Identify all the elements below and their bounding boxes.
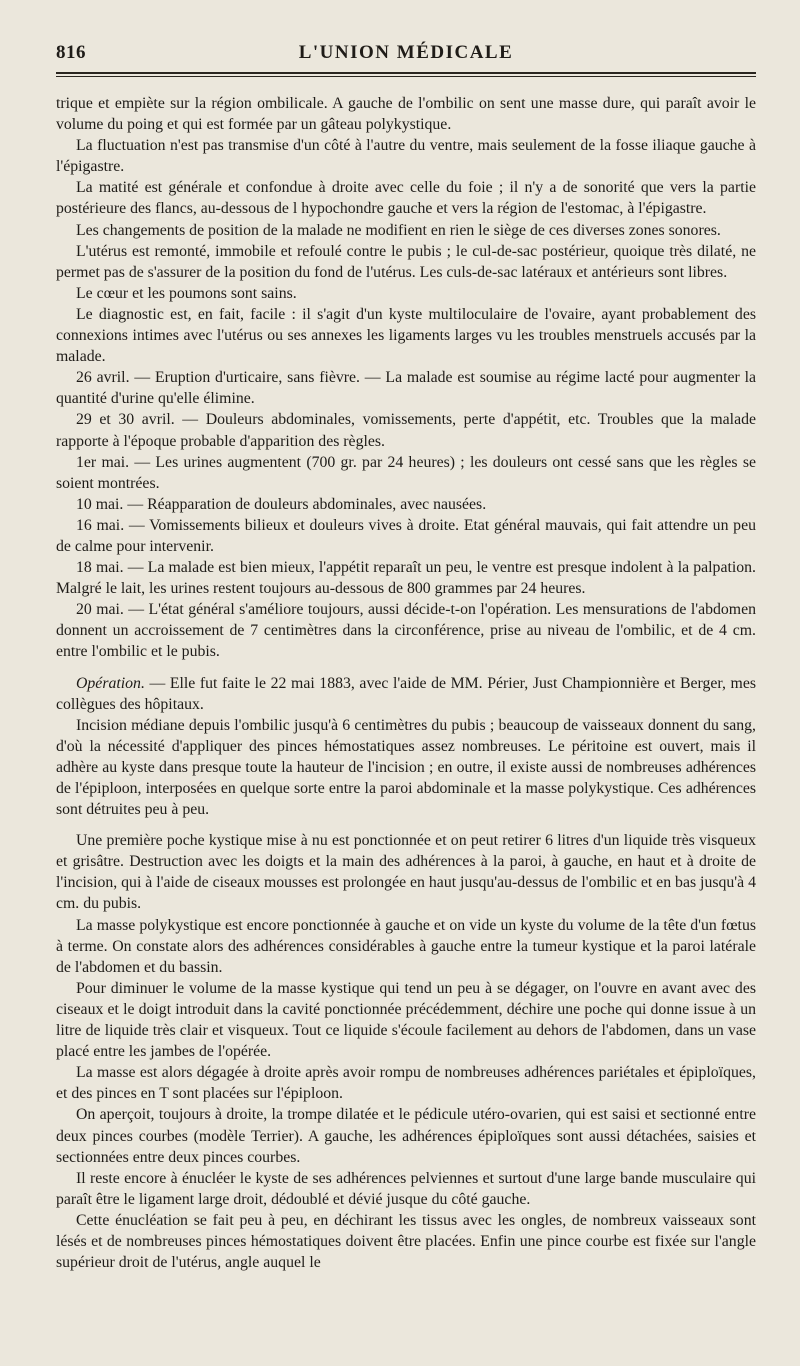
paragraph: 20 mai. — L'état général s'améliore toujours, aussi décide-t-on l'opération. Les mensurations de l'abdomen donnent un accroissement de 7 centimètres dans la circonférence, prise au niveau de l'ombilic, et de 4 cm. entre l'ombilic et le pubis.: [56, 601, 756, 661]
paragraph: Les changements de position de la malade ne modifient en rien le siège de ces diverses zones sonores.: [76, 221, 721, 239]
paragraph: 16 mai. — Vomissements bilieux et douleurs vives à droite. Etat général mauvais, qui fait attendre un peu de calme pour intervenir.: [56, 516, 756, 555]
paragraph: 10 mai. — Réapparation de douleurs abdominales, avec nausées.: [76, 495, 487, 513]
paragraph: L'utérus est remonté, immobile et refoulé contre le pubis ; le cul-de-sac postérieur, quoique très dilaté, ne permet pas de s'assurer de la position du fond de l'utérus. Les culs-de-sac latéraux et antérieurs sont libres.: [56, 242, 756, 281]
paragraph: Il reste encore à énucléer le kyste de ses adhérences pelviennes et surtout d'une large bande musculaire qui paraît être le ligament large droit, dédoublé et dévié jusque du côté gauche.: [56, 1169, 756, 1208]
paragraph: Une première poche kystique mise à nu est ponctionnée et on peut retirer 6 litres d'un liquide très visqueux et grisâtre. Destruction avec les doigts et la main des adhérences à la paroi, à gauche, en haut et à droite de l'incision, qui à l'aide de ciseaux mousses est prolongée en haut jusqu'au-dessus de l'ombilic et en bas jusqu'à 4 cm. du pubis.: [56, 832, 756, 913]
paragraph: trique et empiète sur la région ombilicale. A gauche de l'ombilic on sent une masse dure, qui paraît avoir le volume du poing et qui est formée par un gâteau polykystique.: [56, 95, 756, 134]
paragraph: 1er mai. — Les urines augmentent (700 gr. par 24 heures) ; les douleurs ont cessé sans que les règles se soient montrées.: [56, 453, 756, 492]
paragraph: On aperçoit, toujours à droite, la trompe dilatée et le pédicule utéro-ovarien, qui est saisi et sectionné entre deux pinces courbes (modèle Terrier). A gauche, les adhérences épiploïques sont aussi détachées, saisies et sectionnées entre deux pinces courbes.: [56, 1106, 756, 1166]
article-body: [56, 93, 756, 1273]
paragraph: 29 et 30 avril. — Douleurs abdominales, vomissements, perte d'appétit, etc. Troubles que la malade rapporte à l'époque probable d'apparition des règles.: [56, 411, 756, 450]
paragraph: La fluctuation n'est pas transmise d'un côté à l'autre du ventre, mais seulement de la fosse iliaque gauche à l'épigastre.: [56, 137, 756, 176]
paragraph: Le diagnostic est, en fait, facile : il s'agit d'un kyste multiloculaire de l'ovaire, ayant probablement des connexions intimes avec l'utérus ou ses annexes les ligaments larges vu les troubles menstruels accusés par la malade.: [56, 305, 756, 366]
header-rule-thin: [56, 76, 756, 77]
page-number: 816: [56, 42, 86, 63]
paragraph: 18 mai. — La malade est bien mieux, l'appétit reparaît un peu, le ventre est presque indolent à la palpation. Malgré le lait, les urines restent toujours au-dessous de 800 grammes par 24 heures.: [56, 559, 756, 598]
paragraph: La matité est générale et confondue à droite avec celle du foie ; il n'y a de sonorité que vers la partie postérieure des flancs, au-dessous de l hypochondre gauche et vers la région de l'estomac, à l'épigastre.: [56, 179, 756, 218]
paragraph: Le cœur et les poumons sont sains.: [76, 284, 297, 302]
operation-label: Opération.: [76, 674, 145, 692]
running-title: L'UNION MÉDICALE: [298, 42, 514, 63]
operation-paragraph: [56, 673, 756, 715]
paragraph: Incision médiane depuis l'ombilic jusqu'à 6 centimètres du pubis ; beaucoup de vaisseaux donnent du sang, d'où la nécessité d'appliquer des pinces hémostatiques assez nombreuses. Le péritoine est ouvert, mais il adhère au kyste dans presque toute la hauteur de l'incision ; en outre, il existe aussi de nombreuses adhérences de l'épiploon, interposées en quelque sorte entre la paroi abdominale et la masse polykystique. Ces adhérences sont détruites peu à peu.: [56, 716, 756, 819]
paragraph: La masse est alors dégagée à droite après avoir rompu de nombreuses adhérences pariétales et épiploïques, et des pinces en T sont placées sur l'épiploon.: [56, 1064, 756, 1103]
paragraph: Cette énucléation se fait peu à peu, en déchirant les tissus avec les ongles, de nombreux vaisseaux sont lésés et de nombreuses pinces hémostatiques doivent être placées. Enfin une pince courbe est fixée sur l'angle supérieur droit de l'utérus, angle auquel le: [56, 1211, 756, 1272]
paragraph: La masse polykystique est encore ponctionnée à gauche et on vide un kyste du volume de la tête d'un fœtus à terme. On constate alors des adhérences considérables à gauche entre la tumeur kystique et la paroi latérale de l'abdomen et du bassin.: [56, 916, 756, 976]
page-header: [56, 30, 756, 68]
operation-text: — Elle fut faite le 22 mai 1883, avec l'aide de MM. Périer, Just Championnière et Berger, mes collègues des hôpitaux.: [56, 674, 756, 713]
header-rule: [56, 72, 756, 74]
paragraph: 26 avril. — Eruption d'urticaire, sans fièvre. — La malade est soumise au régime lacté pour augmenter la quantité d'urine qu'elle élimine.: [56, 369, 756, 408]
paragraph: Pour diminuer le volume de la masse kystique qui tend un peu à se dégager, on l'ouvre en avant avec des ciseaux et le doigt introduit dans la cavité ponctionnée précédemment, déchire une poche qui donne issue à un litre de liquide très clair et visqueux. Tout ce liquide s'écoule facilement au dehors de l'abdomen, dans un vase placé entre les jambes de l'opérée.: [56, 979, 756, 1061]
